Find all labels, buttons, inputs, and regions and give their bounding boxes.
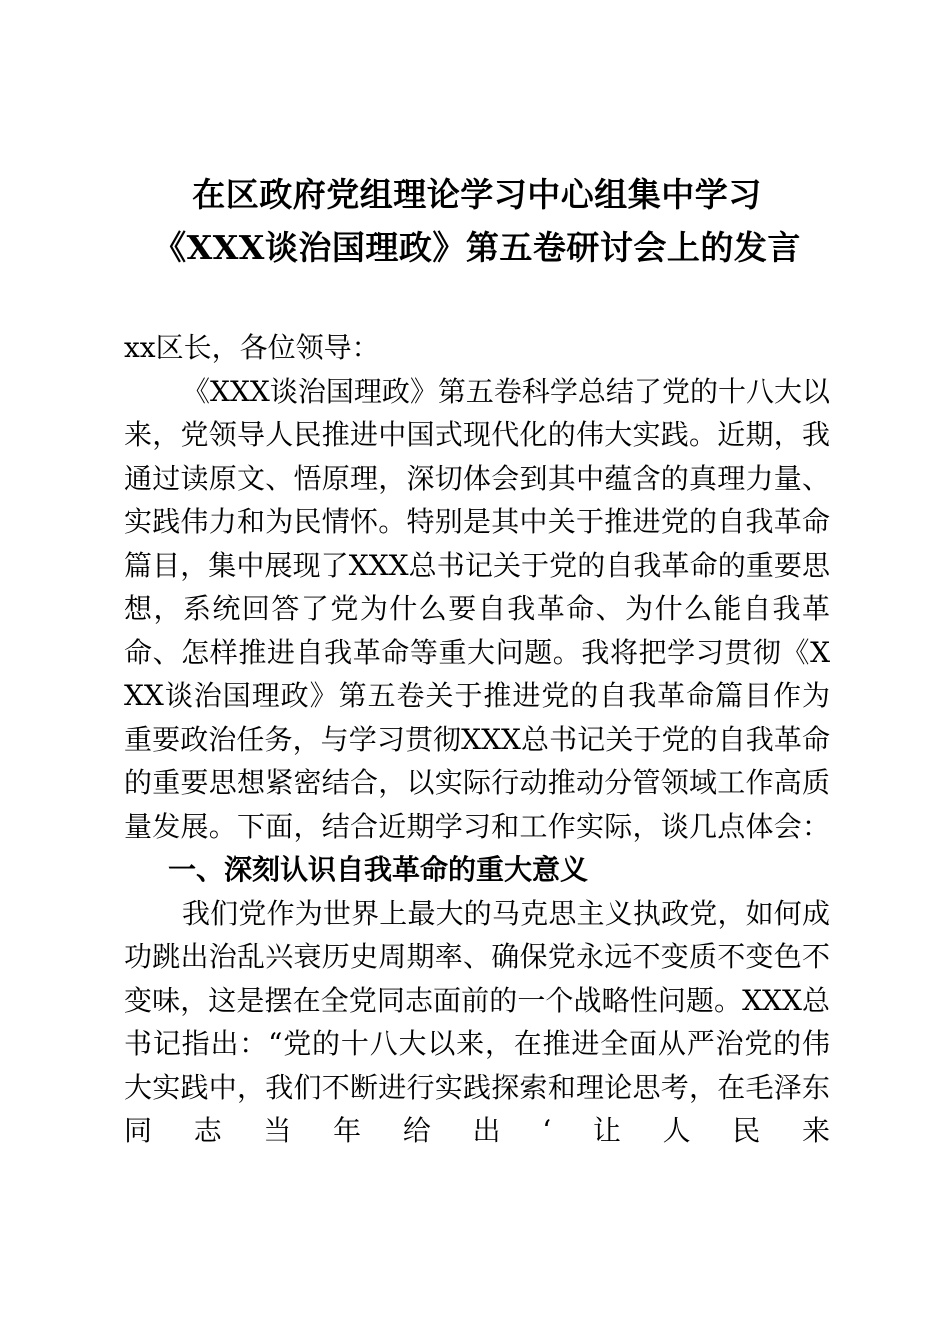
- section-heading-1: 一、深刻认识自我革命的重大意义: [168, 853, 589, 886]
- page-title: [124, 168, 830, 274]
- document-content: [124, 168, 830, 1153]
- title-line-2: 《XXX谈治国理政》第五卷研讨会上的发言: [153, 228, 801, 267]
- body-paragraph-1: 《XXX谈治国理政》第五卷科学总结了党的十八大以来，党领导人民推进中国式现代化的伟大实践。近期，我通过读原文、悟原理，深切体会到其中蕴含的真理力量、实践伟力和为民情怀。特别是其中关于推进党的自我革命篇目，集中展现了XXX总书记关于党的自我革命的重要思想，系统回答了党为什么要自我革命、为什么能自我革命、怎样推进自我革命等重大问题。我将把学习贯彻《XXX谈治国理政》第五卷关于推进党的自我革命篇目作为重要政治任务，与学习贯彻XXX总书记关于党的自我革命的重要思想紧密结合，以实际行动推动分管领域工作高质量发展。下面，结合近期学习和工作实际，谈几点体会：: [124, 374, 830, 843]
- salutation: xx区长，各位领导：: [124, 331, 380, 364]
- document-body: [124, 326, 830, 1153]
- title-line-1: 在区政府党组理论学习中心组集中学习: [192, 175, 762, 214]
- section-paragraph-1: 我们党作为世界上最大的马克思主义执政党，如何成功跳出治乱兴衰历史周期率、确保党永远不变质不变色不变味，这是摆在全党同志面前的一个战略性问题。XXX总书记指出：“党的十八大以来，在推进全面从严治党的伟大实践中，我们不断进行实践探索和理论思考，在毛泽东同志当年给出‘让人民来: [124, 896, 830, 1147]
